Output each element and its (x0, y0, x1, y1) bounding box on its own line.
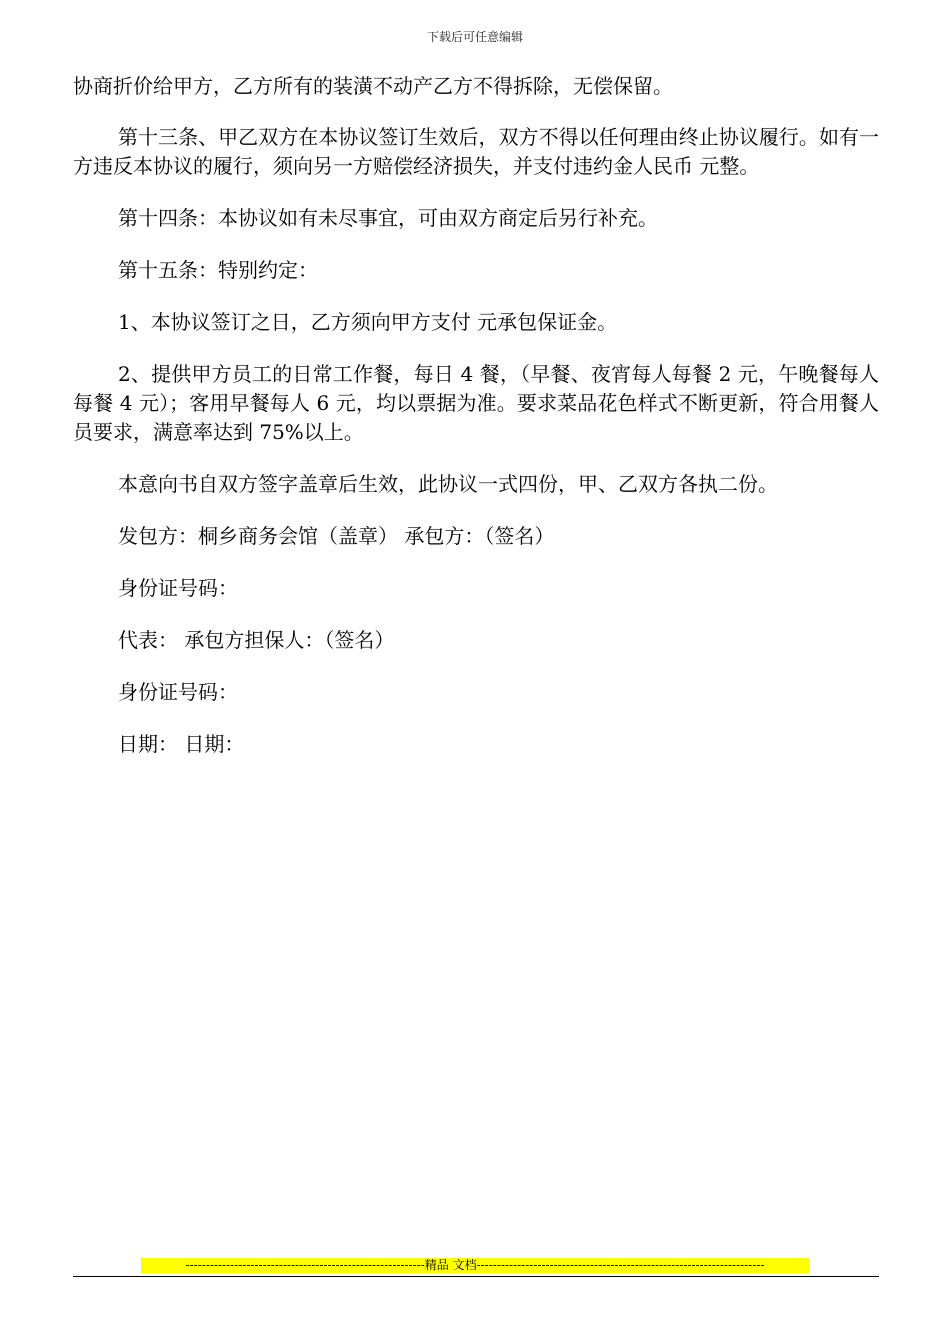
paragraph-article-15: 第十五条：特别约定： (118, 258, 318, 282)
paragraph-item-1: 1、本协议签订之日，乙方须向甲方支付 元承包保证金。 (118, 310, 618, 334)
signature-parties: 发包方：桐乡商务会馆（盖章） 承包方：（签名） (118, 524, 555, 548)
paragraph-continuation: 协商折价给甲方，乙方所有的装潢不动产乙方不得拆除，无偿保留。 (73, 74, 673, 98)
footer-divider (73, 1276, 879, 1277)
paragraph-effectiveness: 本意向书自双方签字盖章后生效，此协议一式四份，甲、乙双方各执二份。 (118, 472, 778, 496)
paragraph-article-13: 第十三条、甲乙双方在本协议签订生效后，双方不得以任何理由终止协议履行。如有一方违反本协议的履行，须向另一方赔偿经济损失，并支付违约金人民币 元整。 (73, 125, 879, 178)
paragraph-item-2: 2、提供甲方员工的日常工作餐，每日 4 餐，（早餐、夜宵每人每餐 2 元，午晚餐每人每餐 4 元）；客用早餐每人 6 元，均以票据为准。要求菜品花色样式不断更新，符合用餐人员要求，满意率达到 75%以上。 (73, 362, 879, 444)
representative-guarantor-line: 代表： 承包方担保人：（签名） (118, 628, 395, 652)
header-note: 下载后可任意编辑 (426, 30, 523, 44)
id-number-line-2: 身份证号码： (118, 680, 238, 704)
paragraph-article-14: 第十四条：本协议如有未尽事宜，可由双方商定后另行补充。 (118, 206, 658, 230)
date-line: 日期： 日期： (118, 732, 245, 756)
id-number-line-1: 身份证号码： (118, 576, 238, 600)
document-body (73, 72, 879, 782)
footer-watermark-band: -----------------------------------------------------------精品 文档----------------------------------------------------------------------- (141, 1258, 809, 1273)
